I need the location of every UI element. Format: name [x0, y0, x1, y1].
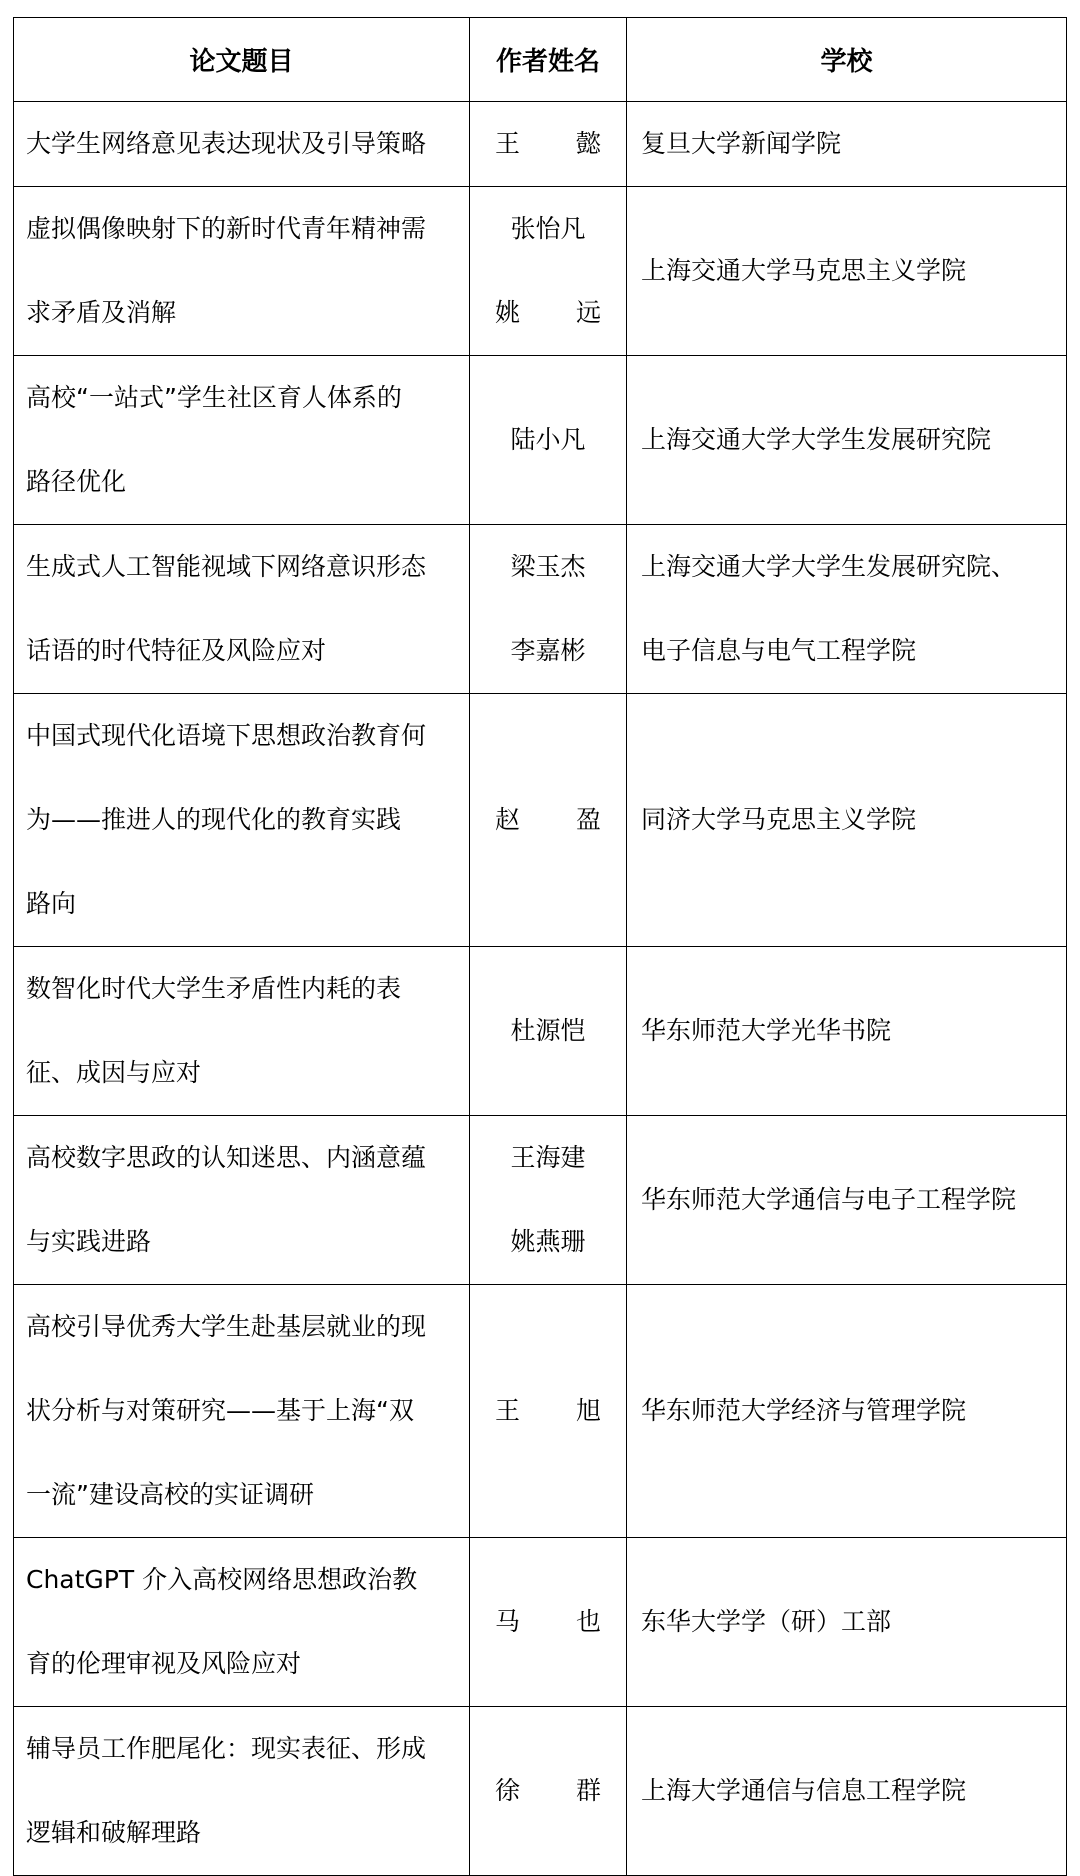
author-cell [470, 356, 627, 525]
school-line: 东华大学学（研）工部 [641, 1607, 892, 1636]
title-cell [14, 947, 470, 1116]
title-line: 高校“一站式”学生社区育人体系的 [26, 383, 402, 412]
table-row [14, 1538, 1067, 1707]
author-cell [470, 694, 627, 947]
title-cell [14, 1116, 470, 1285]
title-cell [14, 694, 470, 947]
school-line: 华东师范大学经济与管理学院 [641, 1396, 967, 1425]
author-cell [470, 1285, 627, 1538]
table-row [14, 947, 1067, 1116]
title-line: ChatGPT 介入高校网络思想政治教 [26, 1565, 418, 1594]
school-cell [627, 947, 1067, 1116]
title-line: 大学生网络意见表达现状及引导策略 [26, 129, 427, 158]
title-cell [14, 187, 470, 356]
title-line: 路径优化 [26, 467, 127, 496]
table-row [14, 1116, 1067, 1285]
title-line: 虚拟偶像映射下的新时代青年精神需 [26, 214, 427, 243]
title-line: 状分析与对策研究——基于上海“双 [26, 1396, 414, 1425]
school-line: 上海交通大学大学生发展研究院、 [641, 552, 1017, 581]
title-line: 与实践进路 [26, 1227, 152, 1256]
school-cell [627, 1707, 1067, 1876]
table-row [14, 694, 1067, 947]
author-cell [470, 947, 627, 1116]
table-row [14, 525, 1067, 694]
author-cell [470, 525, 627, 694]
author-name: 王 懿 [495, 129, 625, 158]
school-cell [627, 356, 1067, 525]
school-line: 上海交通大学马克思主义学院 [641, 256, 967, 285]
table-row [14, 356, 1067, 525]
header-school: 学校 [627, 18, 1067, 102]
school-line: 电子信息与电气工程学院 [641, 636, 917, 665]
school-cell [627, 102, 1067, 187]
school-line: 同济大学马克思主义学院 [641, 805, 917, 834]
title-line: 高校引导优秀大学生赴基层就业的现 [26, 1312, 427, 1341]
school-cell [627, 1538, 1067, 1707]
header-row [14, 18, 1067, 102]
title-line: 数智化时代大学生矛盾性内耗的表 [26, 974, 402, 1003]
title-line: 征、成因与应对 [26, 1058, 202, 1087]
school-line: 复旦大学新闻学院 [641, 129, 842, 158]
school-line: 上海交通大学大学生发展研究院 [641, 425, 992, 454]
title-line: 生成式人工智能视域下网络意识形态 [26, 552, 427, 581]
author-name: 徐 群 [495, 1776, 625, 1805]
author-cell [470, 1707, 627, 1876]
title-line: 话语的时代特征及风险应对 [26, 636, 327, 665]
author-name: 王海建 [510, 1143, 586, 1172]
title-cell [14, 1538, 470, 1707]
papers-table [13, 17, 1067, 1876]
title-line: 路向 [26, 889, 77, 918]
author-cell [470, 187, 627, 356]
title-cell [14, 525, 470, 694]
author-name: 李嘉彬 [510, 636, 586, 665]
title-line: 中国式现代化语境下思想政治教育何 [26, 721, 427, 750]
title-cell [14, 102, 470, 187]
school-line: 华东师范大学光华书院 [641, 1016, 892, 1045]
school-line: 上海大学通信与信息工程学院 [641, 1776, 967, 1805]
author-name: 王 旭 [495, 1396, 625, 1425]
author-name: 赵 盈 [495, 805, 625, 834]
table-row [14, 1707, 1067, 1876]
title-line: 逻辑和破解理路 [26, 1818, 202, 1847]
author-cell [470, 1116, 627, 1285]
table-row [14, 102, 1067, 187]
author-name: 马 也 [495, 1607, 625, 1636]
title-line: 育的伦理审视及风险应对 [26, 1649, 302, 1678]
author-cell [470, 1538, 627, 1707]
title-cell [14, 356, 470, 525]
author-name: 陆小凡 [510, 425, 586, 454]
title-line: 为——推进人的现代化的教育实践 [26, 805, 402, 834]
school-cell [627, 187, 1067, 356]
title-line: 高校数字思政的认知迷思、内涵意蕴 [26, 1143, 427, 1172]
author-name: 姚 远 [495, 298, 625, 327]
header-author: 作者姓名 [470, 18, 627, 102]
author-name: 梁玉杰 [510, 552, 586, 581]
school-cell [627, 1285, 1067, 1538]
author-name: 姚燕珊 [510, 1227, 586, 1256]
author-name: 杜源恺 [510, 1016, 586, 1045]
author-name: 张怡凡 [510, 214, 586, 243]
title-cell [14, 1285, 470, 1538]
table-row [14, 187, 1067, 356]
header-title: 论文题目 [14, 18, 470, 102]
school-cell [627, 694, 1067, 947]
school-cell [627, 525, 1067, 694]
author-cell [470, 102, 627, 187]
title-line: 求矛盾及消解 [26, 298, 177, 327]
school-line: 华东师范大学通信与电子工程学院 [641, 1185, 1017, 1214]
title-line: 辅导员工作肥尾化：现实表征、形成 [26, 1734, 427, 1763]
title-cell [14, 1707, 470, 1876]
table-row [14, 1285, 1067, 1538]
school-cell [627, 1116, 1067, 1285]
title-line: 一流”建设高校的实证调研 [26, 1480, 314, 1509]
